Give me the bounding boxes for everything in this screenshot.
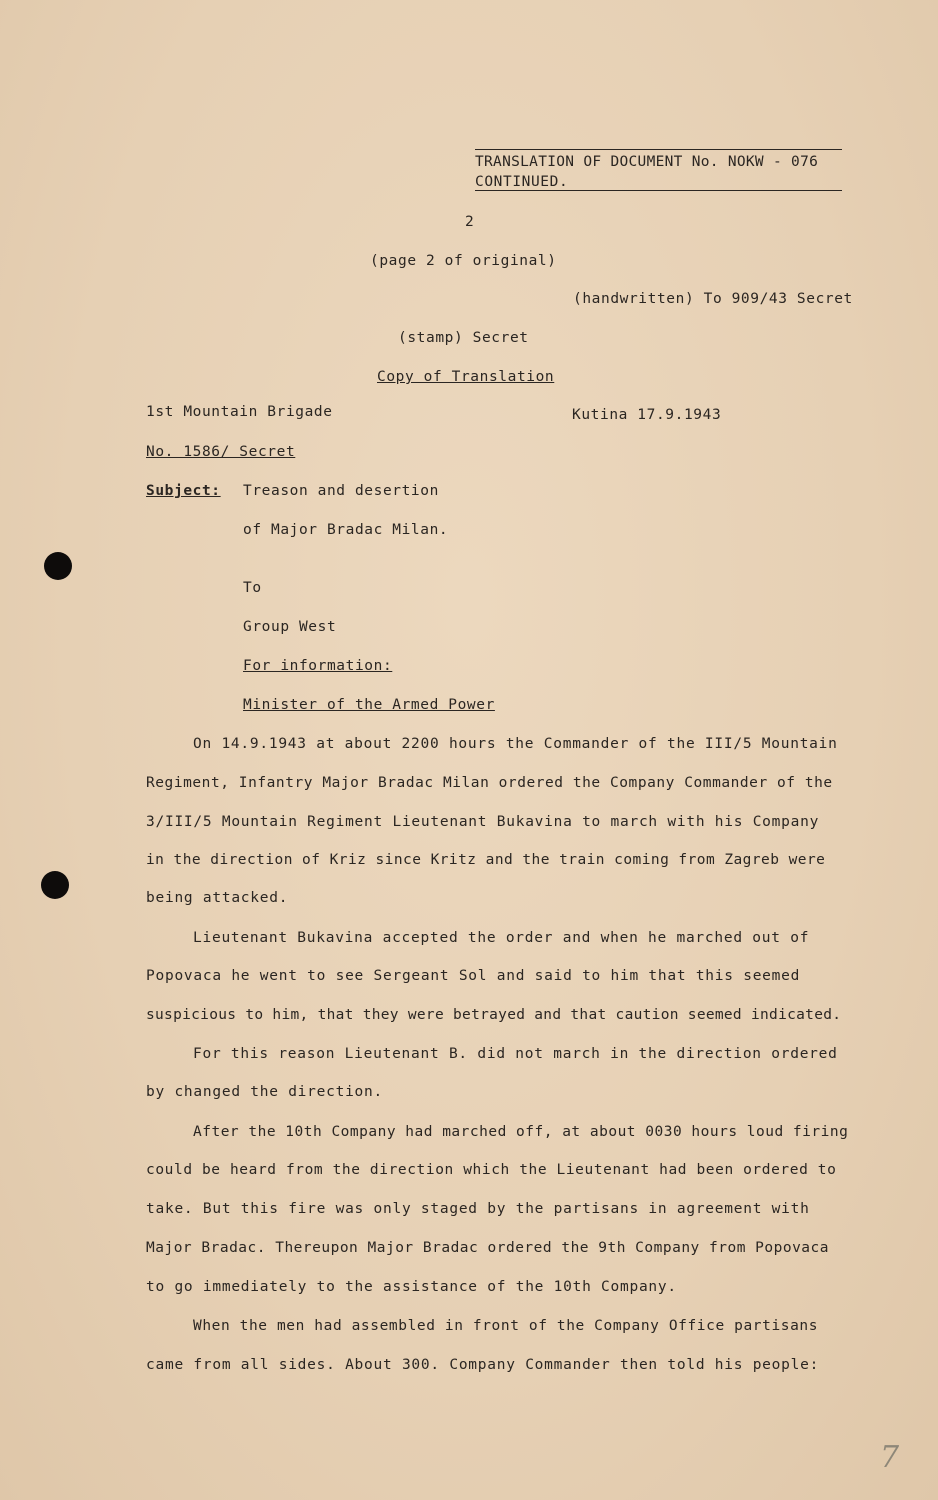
body-line: Major Bradac. Thereupon Major Bradac ordered the 9th Company from Popovaca <box>146 1240 830 1256</box>
body-line: Popovaca he went to see Sergeant Sol and said to him that this seemed <box>146 968 801 984</box>
place-date: Kutina 17.9.1943 <box>572 407 722 423</box>
handwritten-page-mark: 7 <box>880 1440 900 1475</box>
page-note: (page 2 of original) <box>370 253 557 269</box>
punch-hole-bottom <box>41 871 69 899</box>
subject-line-1: Treason and desertion <box>243 483 439 499</box>
body-line: For this reason Lieutenant B. did not march in the direction ordered <box>193 1046 838 1062</box>
subject-line-2: of Major Bradac Milan. <box>243 522 449 538</box>
header-bottom-rule <box>475 190 842 191</box>
for-information-label: For information: <box>243 658 393 674</box>
body-line: being attacked. <box>146 890 289 906</box>
header-top-rule <box>475 149 842 150</box>
body-line: by changed the direction. <box>146 1084 383 1100</box>
header-title: TRANSLATION OF DOCUMENT No. NOKW - 076 <box>475 154 819 170</box>
header-continued: CONTINUED. <box>475 174 569 190</box>
body-line: came from all sides. About 300. Company Commander then told his people: <box>146 1357 820 1373</box>
stamp-secret: (stamp) Secret <box>398 330 529 346</box>
body-line: 3/III/5 Mountain Regiment Lieutenant Bukavina to march with his Company <box>146 814 820 830</box>
body-line: On 14.9.1943 at about 2200 hours the Commander of the III/5 Mountain <box>193 736 838 752</box>
minister-recipient: Minister of the Armed Power <box>243 697 495 713</box>
body-line: When the men had assembled in front of the Company Office partisans <box>193 1318 819 1334</box>
body-line: Regiment, Infantry Major Bradac Milan ordered the Company Commander of the <box>146 775 833 791</box>
sender-unit: 1st Mountain Brigade <box>146 404 333 420</box>
punch-hole-top <box>44 552 72 580</box>
body-line: could be heard from the direction which the Lieutenant had been ordered to <box>146 1162 837 1178</box>
body-line: suspicious to him, that they were betrayed and that caution seemed indicated. <box>146 1007 842 1023</box>
body-line: to go immediately to the assistance of the 10th Company. <box>146 1279 677 1295</box>
page-number: 2 <box>465 214 475 230</box>
body-line: in the direction of Kriz since Kritz and the train coming from Zagreb were <box>146 852 826 868</box>
body-line: After the 10th Company had marched off, at about 0030 hours loud firing <box>193 1124 849 1140</box>
document-number: No. 1586/ Secret <box>146 444 296 460</box>
handwritten-reference: (handwritten) To 909/43 Secret <box>573 291 853 307</box>
copy-of-translation-title: Copy of Translation <box>377 369 555 385</box>
body-line: Lieutenant Bukavina accepted the order and when he marched out of <box>193 930 810 946</box>
recipient-group: Group West <box>243 619 337 635</box>
recipient-to: To <box>243 580 262 596</box>
body-line: take. But this fire was only staged by the partisans in agreement with <box>146 1201 810 1217</box>
subject-label: Subject: <box>146 483 221 499</box>
